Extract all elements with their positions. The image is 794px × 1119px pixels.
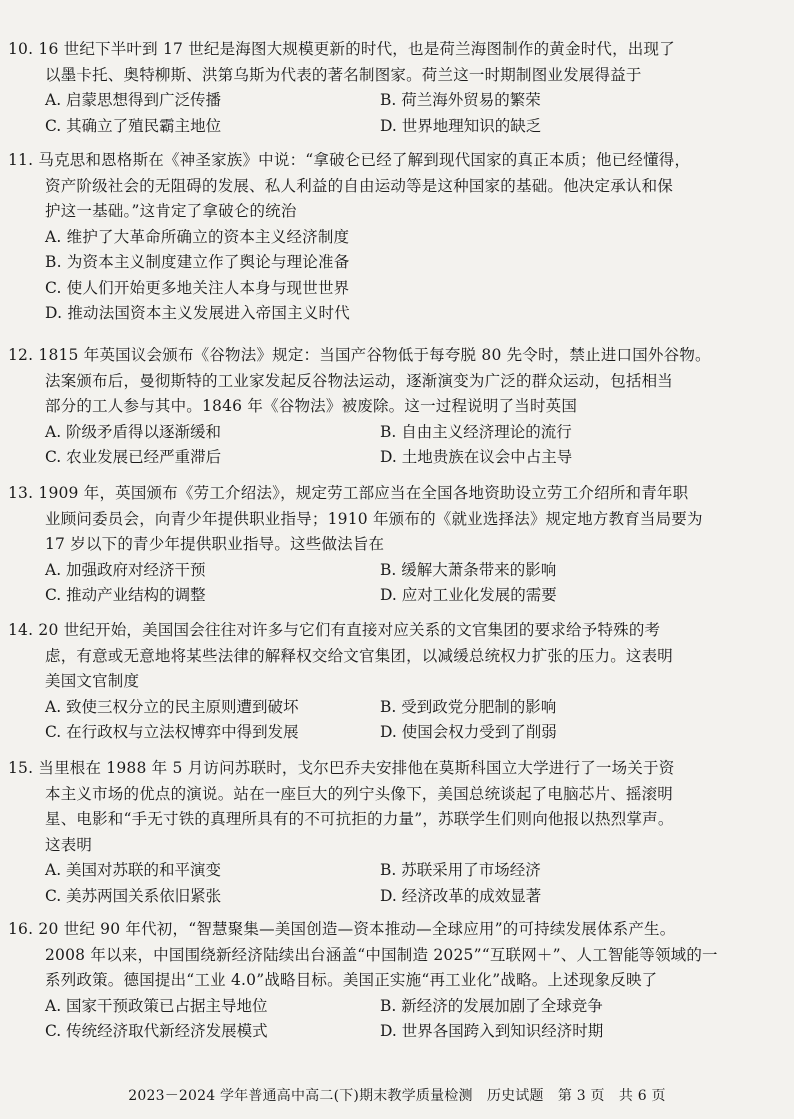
option-c: C. 农业发展已经严重滞后 bbox=[45, 448, 222, 466]
question-stem-line: 业顾问委员会，向青少年提供职业指导；1910 年颁布的《就业选择法》规定地方教育当局要为 bbox=[45, 509, 703, 528]
option-row bbox=[8, 114, 788, 140]
option-a: A. 阶级矛盾得以逐渐缓和 bbox=[45, 422, 222, 441]
option-a: A. 加强政府对经济干预 bbox=[45, 560, 206, 579]
option-c: C. 美苏两国关系依旧紧张 bbox=[45, 886, 222, 905]
option-row bbox=[8, 420, 788, 446]
option-row bbox=[8, 994, 788, 1020]
question-16 bbox=[8, 917, 788, 1045]
question-stem-line: 系列政策。德国提出“工业 4.0”战略目标。美国正实施“再工业化”战略。上述现象反映了 bbox=[45, 971, 658, 989]
question-stem-line: 星、电影和“手无寸铁的真理所具有的不可抗拒的力量”，苏联学生们则向他报以热烈掌声。 bbox=[45, 810, 674, 828]
option-row bbox=[8, 88, 788, 114]
question-stem-line: 部分的工人参与其中。1846 年《谷物法》被废除。这一过程说明了当时英国 bbox=[45, 397, 578, 415]
option-c: C. 其确立了殖民霸主地位 bbox=[45, 116, 222, 135]
option-row bbox=[8, 558, 788, 584]
question-15 bbox=[8, 756, 788, 909]
question-12 bbox=[8, 343, 788, 471]
option-c: C. 使人们开始更多地关注人本身与现世世界 bbox=[45, 278, 350, 297]
option-a: A. 国家干预政策已占据主导地位 bbox=[45, 996, 268, 1015]
option-c: C. 在行政权与立法权博弈中得到发展 bbox=[45, 723, 299, 741]
option-d: D. 经济改革的成效显著 bbox=[380, 886, 542, 905]
question-stem-line: 14. 20 世纪开始，美国国会往往对许多与它们有直接对应关系的文官集团的要求给予特殊的考 bbox=[8, 621, 661, 639]
question-stem-line: 17 岁以下的青少年提供职业指导。这些做法旨在 bbox=[45, 535, 385, 553]
question-stem-line: 法案颁布后，曼彻斯特的工业家发起反谷物法运动，逐渐演变为广泛的群众运动，包括相当 bbox=[45, 371, 674, 390]
option-c: C. 传统经济取代新经济发展模式 bbox=[45, 1022, 268, 1040]
page-footer: 2023－2024 学年普通高中高二(下)期末教学质量检测 历史试题 第 3 页 共 6 页 bbox=[128, 1088, 666, 1104]
question-stem-line: 2008 年以来，中国围绕新经济陆续出台涵盖“中国制造 2025”“互联网＋”、人工智能等领域的一 bbox=[45, 945, 718, 964]
question-13 bbox=[8, 481, 788, 609]
option-b: B. 苏联采用了市场经济 bbox=[380, 861, 541, 879]
option-d: D. 使国会权力受到了削弱 bbox=[380, 723, 557, 741]
option-row bbox=[8, 583, 788, 609]
option-c: C. 推动产业结构的调整 bbox=[45, 586, 206, 604]
option-b: B. 自由主义经济理论的流行 bbox=[380, 422, 572, 441]
question-stem-line: 13. 1909 年，英国颁布《劳工介绍法》，规定劳工部应当在全国各地资助设立劳工介绍所和青年职 bbox=[8, 484, 689, 502]
option-d: D. 世界地理知识的缺乏 bbox=[380, 116, 542, 135]
question-10 bbox=[8, 37, 788, 139]
option-d: D. 世界各国跨入到知识经济时期 bbox=[380, 1022, 604, 1040]
option-b: B. 新经济的发展加剧了全球竞争 bbox=[380, 996, 603, 1015]
option-d: D. 推动法国资本主义发展进入帝国主义时代 bbox=[45, 304, 350, 322]
question-stem-line: 这表明 bbox=[45, 835, 93, 854]
option-row bbox=[8, 1019, 788, 1045]
option-row bbox=[8, 445, 788, 471]
question-stem-line: 10. 16 世纪下半叶到 17 世纪是海图大规模更新的时代，也是荷兰海图制作的黄金时代，出现了 bbox=[8, 40, 675, 58]
option-a: A. 维护了大革命所确立的资本主义经济制度 bbox=[45, 227, 350, 246]
option-a: A. 致使三权分立的民主原则遭到破坏 bbox=[45, 697, 299, 716]
question-stem-line: 以墨卡托、奥特柳斯、洪第乌斯为代表的著名制图家。荷兰这一时期制图业发展得益于 bbox=[45, 65, 642, 84]
option-b: B. 为资本主义制度建立作了舆论与理论准备 bbox=[45, 253, 350, 271]
option-row bbox=[8, 720, 788, 746]
question-stem-line: 本主义市场的优点的演说。站在一座巨大的列宁头像下，美国总统谈起了电脑芯片、摇滚明 bbox=[45, 784, 674, 803]
question-11 bbox=[8, 148, 788, 327]
option-d: D. 土地贵族在议会中占主导 bbox=[380, 448, 573, 466]
option-b: B. 荷兰海外贸易的繁荣 bbox=[380, 91, 541, 109]
option-row bbox=[8, 858, 788, 884]
question-stem-line: 15. 当里根在 1988 年 5 月访问苏联时，戈尔巴乔夫安排他在莫斯科国立大学进行了一场关于资 bbox=[8, 759, 675, 777]
option-row bbox=[8, 695, 788, 721]
question-stem-line: 12. 1815 年英国议会颁布《谷物法》规定：当国产谷物低于每夸脱 80 先令时，禁止进口国外谷物。 bbox=[8, 346, 711, 364]
option-b: B. 缓解大萧条带来的影响 bbox=[380, 560, 557, 579]
question-stem-line: 美国文官制度 bbox=[45, 672, 140, 690]
option-a: A. 启蒙思想得到广泛传播 bbox=[45, 91, 222, 109]
option-row bbox=[8, 884, 788, 910]
question-stem-line: 资产阶级社会的无阻碍的发展、私人利益的自由运动等是这种国家的基础。他决定承认和保 bbox=[45, 176, 674, 195]
question-stem-line: 虑，有意或无意地将某些法律的解释权交给文官集团，以减缓总统权力扩张的压力。这表明 bbox=[45, 646, 674, 665]
question-stem-line: 护这一基础。”这肯定了拿破仑的统治 bbox=[45, 202, 297, 220]
option-d: D. 应对工业化发展的需要 bbox=[380, 586, 557, 604]
option-a: A. 美国对苏联的和平演变 bbox=[45, 861, 222, 879]
option-b: B. 受到政党分肥制的影响 bbox=[380, 697, 557, 716]
question-14 bbox=[8, 618, 788, 746]
question-stem-line: 11. 马克思和恩格斯在《神圣家族》中说：“拿破仑已经了解到现代国家的真正本质；他已经懂得， bbox=[8, 151, 691, 169]
question-stem-line: 16. 20 世纪 90 年代初，“智慧聚集—美国创造—资本推动—全球应用”的可持续发展体系产生。 bbox=[8, 920, 676, 938]
